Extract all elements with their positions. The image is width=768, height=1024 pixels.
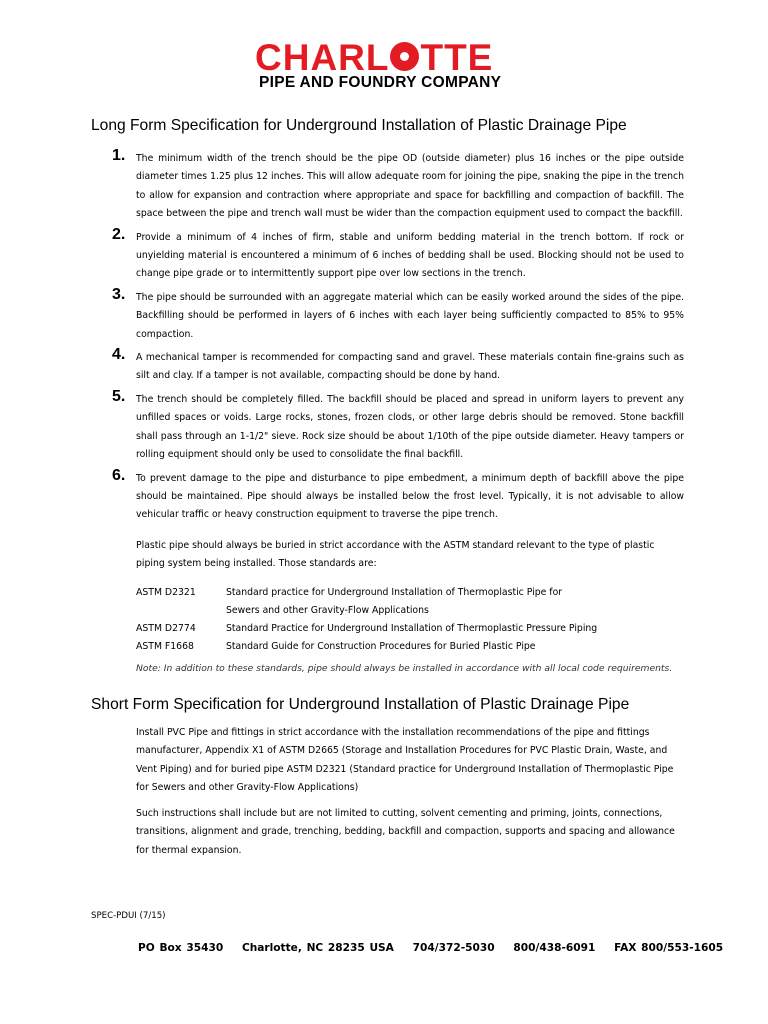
list-item-number: 5. bbox=[112, 387, 126, 405]
installation-note: Note: In addition to these standards, pipe should always be installed in accordance with all local code requirements. bbox=[136, 663, 673, 674]
list-item bbox=[112, 387, 684, 465]
list-item bbox=[112, 225, 684, 284]
short-form-paragraph: Install PVC Pipe and fittings in strict accordance with the installation recommendations of the pipe and fittings manufacturer, Appendix X1 of ASTM D2665 (Storage and Installation Procedures for PVC Plastic Drain, Waste, and Vent Piping) and for buried pipe ASTM D2321 (Standard practice for Underground Installation of Thermoplastic Pipe for Sewers and other Gravity-Flow Applications) bbox=[136, 727, 674, 794]
list-item-text: A mechanical tamper is recommended for compacting sand and gravel. These materials contain fine-grains such as silt and clay. If a tamper is not available, compacting should be done by hand. bbox=[136, 352, 684, 382]
list-item-text: The minimum width of the trench should be the pipe OD (outside diameter) plus 16 inches or the pipe outside diameter times 1.25 plus 12 inches. This will allow adequate room for joining the pipe, snaking the pipe in the trench to allow for expansion and contraction where appropriate and space for backfilling and compaction of backfill. The space between the pipe and trench wall must be wider than the compaction equipment used to compact the backfill. bbox=[136, 153, 684, 220]
logo-subtitle: PIPE AND FOUNDRY COMPANY bbox=[259, 74, 502, 91]
logo-wordmark: CHARL TTE bbox=[255, 37, 494, 78]
spec-code: SPEC-PDUI (7/15) bbox=[91, 911, 166, 921]
list-item-text: Provide a minimum of 4 inches of firm, stable and uniform bedding material in the trench bottom. If rock or unyielding material is encountered a minimum of 6 inches of bedding shall be used. Blocking should not be used to change pipe grade or to intermittently support pipe over low sections in the trench. bbox=[136, 231, 684, 280]
list-item bbox=[112, 346, 684, 386]
astm-standards-table bbox=[136, 584, 684, 656]
list-item-text: The trench should be completely filled. The backfill should be placed and spread in uniform layers to prevent any unfilled spaces or voids. Large rocks, stones, frozen clods, or other large debris should be removed. Stone backfill shall pass through an 1-1/2" sieve. Rock size should be about 1/10th of the pipe outside diameter. Heavy tampers or rolling equipment should only be used to consolidate the final backfill. bbox=[136, 393, 684, 461]
standard-description bbox=[226, 584, 684, 620]
list-item-number: 3. bbox=[112, 285, 126, 303]
standard-code: ASTM D2321 bbox=[136, 587, 196, 598]
standard-description-line: Sewers and other Gravity-Flow Applications bbox=[226, 605, 429, 616]
logo-o-mark bbox=[390, 42, 419, 71]
list-item-text: To prevent damage to the pipe and disturbance to pipe embedment, a minimum depth of backfill above the pipe should be maintained. Pipe should always be installed below the frost level. Typically, it is not advisable to allow vehicular traffic or heavy construction equipment to traverse the pipe trench. bbox=[136, 472, 684, 521]
list-item-number: 2. bbox=[112, 225, 126, 243]
standard-code: ASTM D2774 bbox=[136, 623, 196, 634]
list-item-number: 1. bbox=[112, 147, 126, 164]
list-item bbox=[112, 147, 684, 224]
short-form-title: Short Form Specification for Underground Installation of Plastic Drainage Pipe bbox=[91, 696, 630, 713]
footer-contact: PO Box 35430 Charlotte, NC 28235 USA 704/372-5030 800/438-6091 FAX 800/553-1605 bbox=[138, 942, 724, 954]
long-form-title: Long Form Specification for Underground Installation of Plastic Drainage Pipe bbox=[91, 117, 627, 134]
standard-description-line: Standard practice for Underground Installation of Thermoplastic Pipe for bbox=[226, 587, 563, 598]
long-form-list bbox=[112, 147, 684, 525]
list-item-number: 6. bbox=[112, 466, 126, 484]
list-item bbox=[112, 466, 684, 525]
standard-description: Standard Guide for Construction Procedures for Buried Plastic Pipe bbox=[226, 641, 536, 652]
list-item-text: The pipe should be surrounded with an aggregate material which can be easily worked around the sides of the pipe. Backfilling should be performed in layers of 6 inches with each layer being sufficiently compacted to 85% to 95% compaction. bbox=[136, 291, 684, 340]
table-row bbox=[136, 584, 684, 620]
standard-description: Standard Practice for Underground Installation of Thermoplastic Pressure Piping bbox=[226, 623, 598, 634]
standard-code: ASTM F1668 bbox=[136, 641, 194, 652]
table-row bbox=[136, 620, 684, 638]
list-item bbox=[112, 285, 684, 344]
table-row bbox=[136, 638, 684, 656]
astm-intro: Plastic pipe should always be buried in strict accordance with the ASTM standard relevant to the type of plastic piping system being installed. Those standards are: bbox=[136, 540, 655, 570]
short-form-paragraph: Such instructions shall include but are not limited to cutting, solvent cementing and priming, joints, connections, transitions, alignment and grade, trenching, bedding, backfill and compaction, supports and spacing and allowance for thermal expansion. bbox=[136, 808, 675, 856]
list-item-number: 4. bbox=[112, 346, 126, 364]
